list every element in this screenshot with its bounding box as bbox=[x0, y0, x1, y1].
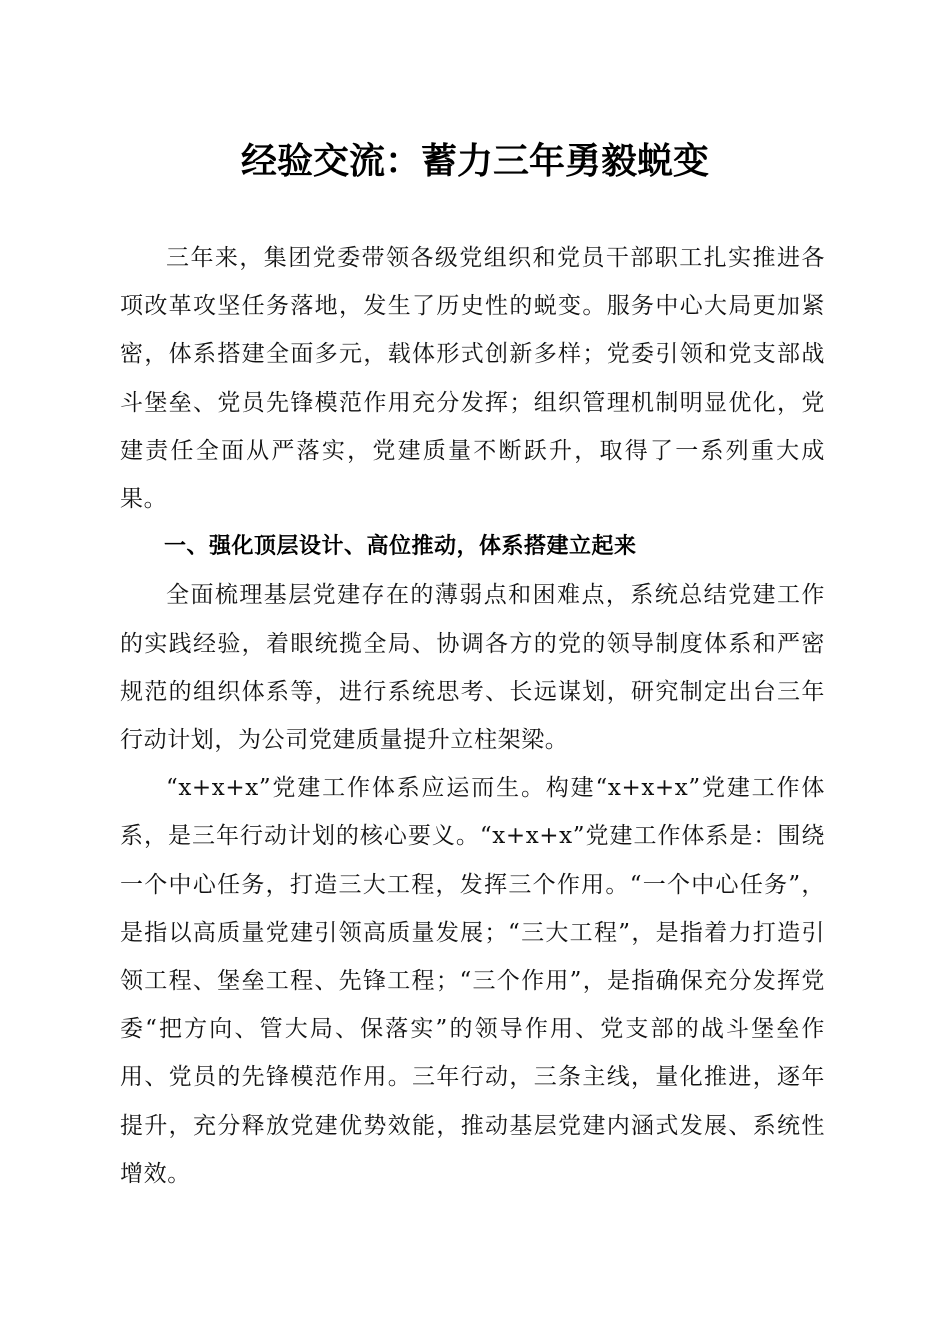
document-body bbox=[120, 234, 825, 1198]
section-heading-1: 一、强化顶层设计、高位推动，体系搭建立起来 bbox=[164, 534, 637, 560]
section1-paragraph-2: “x+x+x”党建工作体系应运而生。构建“x+x+x”党建工作体系，是三年行动计划的核心要义。“x+x+x”党建工作体系是：围绕一个中心任务，打造三大工程，发挥三个作用。“一个中心任务”，是指以高质量党建引领高质量发展；“三大工程”，是指着力打造引领工程、堡垒工程、先锋工程；“三个作用”，是指确保充分发挥党委“把方向、管大局、保落实”的领导作用、党支部的战斗堡垒作用、党员的先锋模范作用。三年行动，三条主线，量化推进，逐年提升，充分释放党建优势效能，推动基层党建内涵式发展、系统性增效。 bbox=[120, 775, 825, 1187]
intro-paragraph: 三年来，集团党委带领各级党组织和党员干部职工扎实推进各项改革攻坚任务落地，发生了历史性的蜕变。服务中心大局更加紧密，体系搭建全面多元，载体形式创新多样；党委引领和党支部战斗堡垒、党员先锋模范作用充分发挥；组织管理机制明显优化，党建责任全面从严落实，党建质量不断跃升，取得了一系列重大成果。 bbox=[120, 245, 825, 513]
section1-paragraph-1: 全面梳理基层党建存在的薄弱点和困难点，系统总结党建工作的实践经验，着眼统揽全局、协调各方的党的领导制度体系和严密规范的组织体系等，进行系统思考、长远谋划，研究制定出台三年行动计划，为公司党建质量提升立柱架梁。 bbox=[120, 582, 825, 754]
document-title: 经验交流：蓄力三年勇毅蜕变 bbox=[240, 140, 709, 182]
